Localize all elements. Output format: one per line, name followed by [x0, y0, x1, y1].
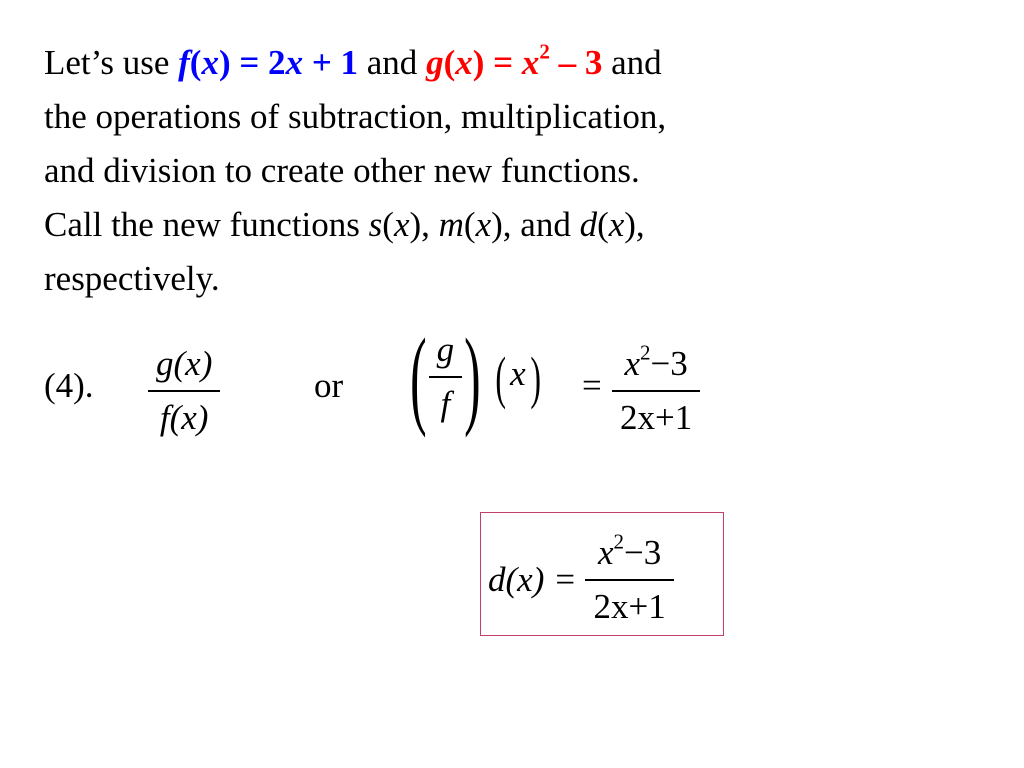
g-rhs-var: x — [521, 43, 540, 82]
fraction — [585, 527, 673, 633]
intro-line-1 — [44, 36, 1004, 90]
g-rhs-b: – 3 — [549, 43, 603, 82]
result-fraction — [612, 338, 700, 444]
g-lparen: ( — [443, 43, 456, 82]
intro-line-3: and division to create other new functions. — [44, 151, 640, 190]
arg-right-paren: ) — [530, 344, 541, 410]
g-exponent: 2 — [539, 39, 550, 64]
result-lhs: d(x) = — [488, 560, 577, 599]
fraction — [612, 338, 700, 444]
fraction — [148, 338, 220, 444]
arg-left-paren: ( — [495, 344, 506, 410]
lparen: ( — [463, 205, 476, 244]
g-definition — [426, 39, 603, 82]
or-text: or — [314, 366, 344, 405]
intro-line-2: the operations of subtraction, multiplication, — [44, 97, 667, 136]
num-rest: −3 — [650, 344, 688, 383]
g-rparen: ) — [472, 43, 485, 82]
result-equation — [488, 527, 674, 633]
x-var: x — [608, 205, 625, 244]
intro-text: Let’s use — [44, 43, 179, 82]
num-exponent: 2 — [640, 340, 651, 365]
g-over-f-expression — [400, 316, 545, 438]
denominator-fx: f(x) — [159, 398, 209, 437]
left-paren: ( — [410, 316, 427, 438]
f-name: f — [178, 43, 190, 82]
quotient-fraction — [148, 338, 220, 444]
rparen-comma-end: ), — [624, 205, 645, 244]
num-var: x — [624, 344, 641, 383]
and-text-2: and — [602, 43, 662, 82]
lparen: ( — [382, 205, 394, 244]
equals-sign: = — [582, 366, 602, 405]
right-paren: ) — [464, 316, 481, 438]
f-rparen: ) — [218, 43, 231, 82]
numerator — [590, 527, 669, 579]
g-var: x — [455, 43, 473, 82]
num-rest: −3 — [623, 533, 662, 572]
denominator: 2x+1 — [620, 398, 693, 437]
f-var: x — [201, 43, 219, 82]
denominator-f: f — [440, 384, 451, 423]
d-name: d — [579, 205, 598, 244]
f-rhs-a: = 2 — [230, 43, 286, 82]
fraction-g-f — [429, 324, 463, 430]
intro-line-5: respectively. — [44, 259, 220, 298]
lparen: ( — [597, 205, 609, 244]
rparen-comma: ), — [491, 205, 521, 244]
and-text-3: and — [520, 205, 580, 244]
f-definition — [178, 43, 358, 82]
m-name: m — [438, 205, 464, 244]
numerator-gx: g(x) — [156, 344, 213, 383]
g-name: g — [426, 43, 444, 82]
numerator — [616, 338, 695, 390]
example-label: (4). — [44, 366, 94, 405]
num-exponent: 2 — [613, 529, 624, 554]
x-var: x — [393, 205, 410, 244]
arg-x: x — [510, 354, 526, 394]
intro-text-4: Call the new functions — [44, 205, 369, 244]
f-rhs-var: x — [285, 43, 304, 82]
f-lparen: ( — [189, 43, 202, 82]
f-rhs-b: + 1 — [303, 43, 359, 82]
numerator-g: g — [436, 330, 455, 369]
x-var: x — [475, 205, 492, 244]
rparen-comma: ), — [409, 205, 439, 244]
denominator: 2x+1 — [593, 587, 666, 626]
intro-line-4 — [44, 198, 1004, 252]
num-var: x — [597, 533, 614, 572]
g-rhs-a: = — [484, 43, 522, 82]
and-text: and — [358, 43, 427, 82]
s-name: s — [368, 205, 383, 244]
intro-paragraph — [44, 36, 1004, 306]
